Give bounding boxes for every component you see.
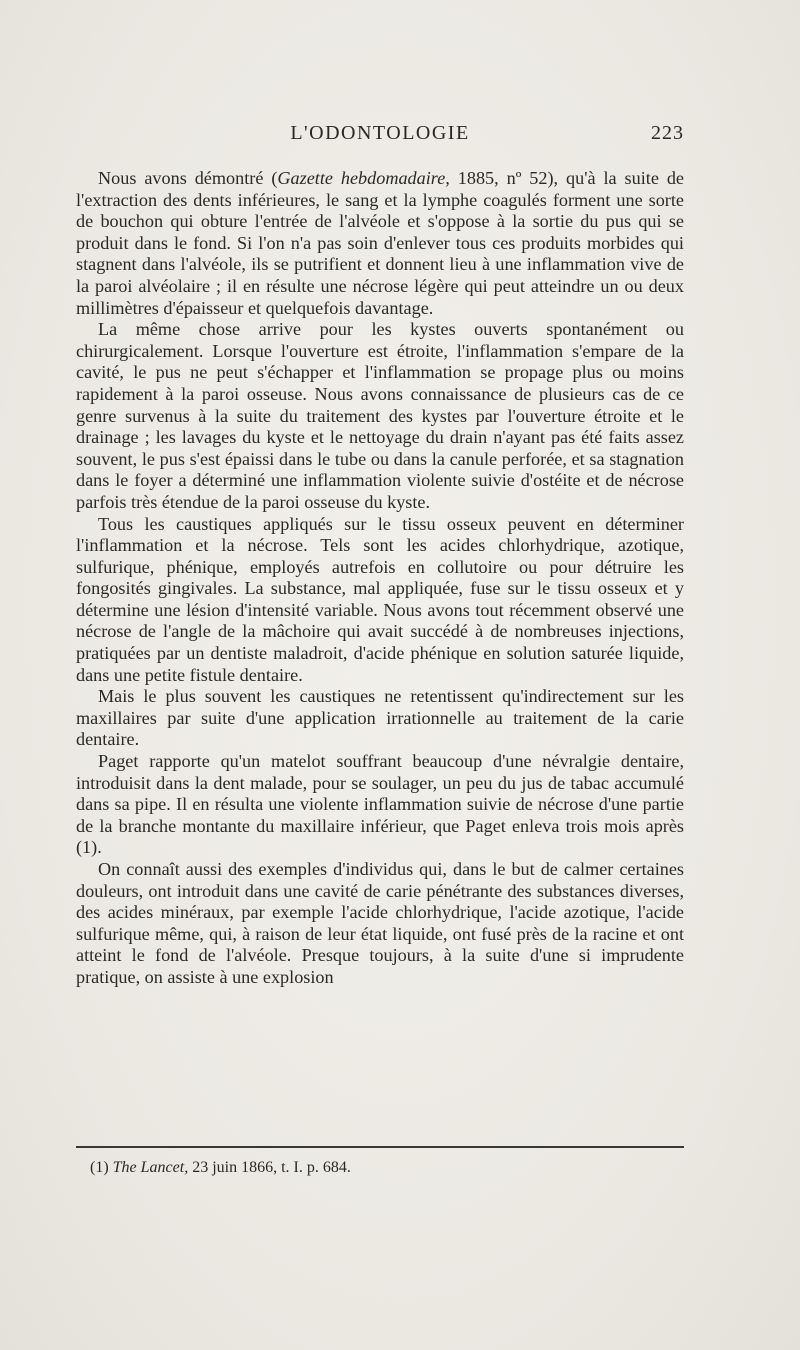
running-title: L'ODONTOLOGIE xyxy=(290,122,470,144)
paragraph-3: Tous les caustiques appliqués sur le tissu osseux peuvent en déterminer l'inflammation et la nécrose. Tels sont les acides chlorhydrique, azotique, sulfurique, phénique, employés autrefois en collutoire ou pour détruire les fongosités gingivales. La substance, mal appliquée, fuse sur le tissu osseux et y détermine une lésion d'intensité variable. Nous avons tout récemment observé une nécrose de l'angle de la mâchoire qui avait succédé à de nombreuses injections, pratiquées par un dentiste maladroit, d'acide phénique en solution saturée liquide, dans une petite fistule dentaire. xyxy=(76,513,684,685)
footnote xyxy=(90,1158,684,1178)
footnote-marker: (1) xyxy=(90,1159,113,1176)
paragraph-6: On connaît aussi des exemples d'individus qui, dans le but de calmer certaines douleurs, ont introduit dans une cavité de carie pénétrante des substances diverses, des acides minéraux, par exemple l'acide chlorhydrique, l'acide azotique, l'acide sulfurique même, qui, à raison de leur état liquide, ont fusé près de la racine et ont atteint le fond de l'alvéole. Presque toujours, à la suite d'une si imprudente pratique, on assiste à une explosion xyxy=(76,859,684,987)
paragraph-5: Paget rapporte qu'un matelot souffrant beaucoup d'une névralgie dentaire, introduisit dans la dent malade, pour se soulager, un peu du jus de tabac accumulé dans sa pipe. Il en résulta une violente inflammation suivie de nécrose d'une partie de la branche montante du maxillaire inférieur, que Paget enleva trois mois après (1). xyxy=(76,751,684,858)
page-number: 223 xyxy=(651,122,684,144)
paragraph-text: Nous avons démontré ( xyxy=(98,168,278,188)
paragraph-2: La même chose arrive pour les kystes ouverts spontanément ou chirurgicalement. Lorsque l'ouverture est étroite, l'inflammation s'empare de la cavité, le pus ne peut s'échapper et l'inflammation se propage plus ou moins rapidement à la paroi osseuse. Nous avons connaissance de plusieurs cas de ce genre survenus à la suite du traitement des kystes par l'ouverture étroite et le drainage ; les lavages du kyste et le nettoyage du drain n'ayant pas été faits assez souvent, le pus s'est épaissi dans le tube ou dans la canule perforée, et sa stagnation dans le foyer a déterminé une inflammation violente suivie d'ostéite et de nécrose parfois très étendue de la paroi osseuse du kyste. xyxy=(76,319,684,512)
body-text xyxy=(76,168,684,989)
footnote-reference: 23 juin 1866, t. I. p. 684. xyxy=(188,1159,351,1176)
footnote-source-title: The Lancet, xyxy=(112,1159,189,1176)
paragraph-text: 1885, nº 52), qu'à la suite de l'extraction des dents inférieures, le sang et la lymphe coagulés forment une sorte de bouchon qui obture l'entrée de l'alvéole et s'oppose à la sortie du pus qui se produit dans le fond. Si l'on n'a pas soin d'enlever tous ces produits morbides qui stagnent dans l'alvéole, ils se putrifient et donnent lieu à une inflammation vive de la paroi alvéolaire ; il en résulte une nécrose légère qui peut atteindre un ou deux millimètres d'épaisseur et quelquefois davantage. xyxy=(76,168,685,318)
page-header xyxy=(76,122,684,152)
footnote-divider xyxy=(76,1146,684,1148)
paragraph-4: Mais le plus souvent les caustiques ne retentissent qu'indirectement sur les maxillaires par suite d'une application irrationnelle au traitement de la carie dentaire. xyxy=(76,686,684,750)
journal-title: Gazette hebdomadaire, xyxy=(277,168,450,188)
paragraph-1 xyxy=(76,168,684,319)
